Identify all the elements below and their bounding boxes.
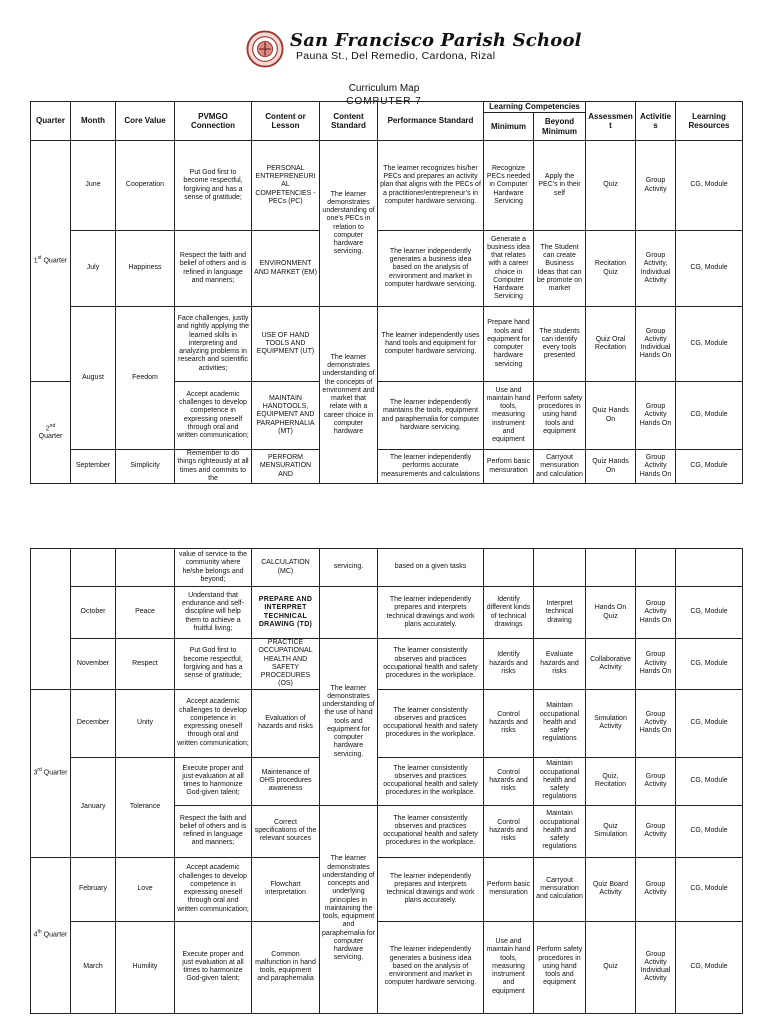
beyond-cell: The students can identify every tools presented [534, 307, 586, 382]
table-row-continued [31, 549, 743, 587]
content-cell: Flowchart interpretation [252, 857, 320, 921]
activities-cell: Group Activity Hands On [636, 587, 676, 639]
pvmgo-cell: Put God first to become respectful, forgiving and has a sense of gratitude; [175, 639, 252, 690]
activities-cell: Group Activity Individual Activity [636, 921, 676, 1013]
table-row [31, 689, 743, 757]
core-value-cell: Tolerance [116, 757, 175, 857]
performance-standard-cell: The learner independently prepares and interprets technical drawings and work plans accurately. [378, 857, 484, 921]
beyond-cell: Apply the PEC’s in their self [534, 141, 586, 231]
header-content-standard: Content Standard [320, 102, 378, 141]
assessment-cell: Quiz Board Activity [586, 857, 636, 921]
performance-standard-cell: The learner consistently observes and practices occupational health and safety procedures in the workplace. [378, 639, 484, 690]
table-row [31, 231, 743, 307]
pvmgo-cell: Accept academic challenges to develop competence in expressing oneself through oral and written communication; [175, 857, 252, 921]
curriculum-table-page-2 [30, 548, 743, 1014]
document-page-2 [0, 546, 768, 1024]
activities-cell: Group Activity [636, 857, 676, 921]
resources-cell: CG, Module [676, 639, 743, 690]
curriculum-table-page-1 [30, 101, 743, 484]
beyond-cell: The Student can create Business Ideas that can be promote on market [534, 231, 586, 307]
header-content: Content or Lesson [252, 102, 320, 141]
pvmgo-cell: Remember to do things righteously at all times and commits to the [175, 450, 252, 484]
activities-cell: Group Activity Individual Hands On [636, 307, 676, 382]
resources-cell: CG, Module [676, 450, 743, 484]
performance-standard-cell: The learner independently maintains the tools, equipment and paraphernalia for computer hardware servicing. [378, 382, 484, 450]
resources-cell: CG, Module [676, 231, 743, 307]
minimum-cell: Use and maintain hand tools, measuring instrument and equipment [484, 921, 534, 1013]
resources-cell [676, 549, 743, 587]
activities-cell: Group Activity Hands On [636, 450, 676, 484]
month-cell: July [71, 231, 116, 307]
table-row [31, 639, 743, 690]
assessment-cell [586, 549, 636, 587]
performance-standard-cell: The learner consistently observes and practices occupational health and safety procedures in the workplace. [378, 689, 484, 757]
resources-cell: CG, Module [676, 141, 743, 231]
assessment-cell: Quiz Hands On [586, 382, 636, 450]
minimum-cell: Use and maintain hand tools, measuring instrument and equipment [484, 382, 534, 450]
activities-cell: Group Activity Hands On [636, 689, 676, 757]
minimum-cell: Generate a business idea that relates with a career choice in Computer Hardware Servicing [484, 231, 534, 307]
content-cell: MAINTAIN HANDTOOLS, EQUIPMENT AND PARAPHERNALIA (MT) [252, 382, 320, 450]
beyond-cell: Evaluate hazards and risks [534, 639, 586, 690]
performance-standard-cell: The learner consistently observes and practices occupational health and safety procedures in the workplace. [378, 757, 484, 805]
header-resources: Learning Resources [676, 102, 743, 141]
quarter-label: 2nd Quarter [31, 382, 71, 484]
core-value-cell: Simplicity [116, 450, 175, 484]
beyond-cell: Carryout mensuration and calculation [534, 450, 586, 484]
performance-standard-cell: The learner independently generates a business idea based on the analysis of environment and market in computer hardware servicing. [378, 231, 484, 307]
beyond-cell: Maintain occupational health and safety regulations [534, 805, 586, 857]
content-cell: PRACTICE OCCUPATIONAL HEALTH AND SAFETY PROCEDURES (OS) [252, 639, 320, 690]
beyond-cell: Maintain occupational health and safety regulations [534, 689, 586, 757]
pvmgo-cell: Respect the faith and belief of others and is refined in language and manners; [175, 231, 252, 307]
activities-cell: Group Activity [636, 141, 676, 231]
assessment-cell: Quiz Simulation [586, 805, 636, 857]
minimum-cell: Control hazards and risks [484, 805, 534, 857]
content-cell: Correct specifications of the relevant sources [252, 805, 320, 857]
assessment-cell: Collaborative Activity [586, 639, 636, 690]
month-cell: June [71, 141, 116, 231]
pvmgo-cell: Put God first to become respectful, forgiving and has a sense of gratitude; [175, 141, 252, 231]
performance-standard-cell: based on a given tasks [378, 549, 484, 587]
resources-cell: CG, Module [676, 307, 743, 382]
content-cell: PREPARE AND INTERPRET TECHNICAL DRAWING (TD) [252, 587, 320, 639]
beyond-cell: Interpret technical drawing [534, 587, 586, 639]
content-cell: PERSONAL ENTREPRENEURIAL COMPETENCIES - PECs (PC) [252, 141, 320, 231]
resources-cell: CG, Module [676, 587, 743, 639]
performance-standard-cell: The learner consistently observes and practices occupational health and safety procedures in the workplace. [378, 805, 484, 857]
minimum-cell: Control hazards and risks [484, 757, 534, 805]
month-cell: February [71, 857, 116, 921]
page-gap [0, 484, 768, 546]
document-page-1 [0, 0, 768, 484]
performance-standard-cell: The learner independently generates a business idea based on the analysis of environment and market in computer hardware servicing. [378, 921, 484, 1013]
pvmgo-cell: Understand that endurance and self-discipline will help them to achieve a fruitful living; [175, 587, 252, 639]
assessment-cell: Quiz, Recitation [586, 757, 636, 805]
core-value-cell: Humility [116, 921, 175, 1013]
activities-cell: Group Activity, Individual Activity [636, 231, 676, 307]
table-row [31, 921, 743, 1013]
assessment-cell: Quiz [586, 141, 636, 231]
pvmgo-cell: Respect the faith and belief of others and is refined in language and manners; [175, 805, 252, 857]
header-beyond-minimum: Beyond Minimum [534, 113, 586, 141]
assessment-cell: Simulation Activity [586, 689, 636, 757]
content-cell: Evaluation of hazards and risks [252, 689, 320, 757]
core-value-cell: Love [116, 857, 175, 921]
header-month: Month [71, 102, 116, 141]
activities-cell: Group Activity [636, 757, 676, 805]
content-standard-cell: The learner demonstrates understanding of the use of hand tools and equipment for computer hardware servicing. [320, 639, 378, 806]
content-cell: Maintenance of OHS procedures awareness [252, 757, 320, 805]
school-name: San Francisco Parish School [290, 30, 582, 51]
beyond-cell: Maintain occupational health and safety regulations [534, 757, 586, 805]
pvmgo-cell: Face challenges, justly and rightly applying the learned skills in interpreting and analyzing problems in research and scientific activities; [175, 307, 252, 382]
core-value-cell: Unity [116, 689, 175, 757]
activities-cell [636, 549, 676, 587]
activities-cell: Group Activity Hands On [636, 639, 676, 690]
month-cell: January [71, 757, 116, 857]
activities-cell: Group Activity Hands On [636, 382, 676, 450]
pvmgo-cell: value of service to the community where he/she belongs and beyond; [175, 549, 252, 587]
table-row [31, 141, 743, 231]
core-value-cell: Cooperation [116, 141, 175, 231]
month-cell: October [71, 587, 116, 639]
minimum-cell: Identify different kinds of technical drawings [484, 587, 534, 639]
performance-standard-cell: The learner recognizes his/her PECs and prepares an activity plan that aligns with the PECs of a practitioner/entrepreneur’s in computer hardware servicing. [378, 141, 484, 231]
content-standard-cell: The learner demonstrates understanding of concepts and underlying principles in maintaining the tools, equipment and paraphernalia for computer hardware servicing. [320, 805, 378, 1013]
performance-standard-cell: The learner independently performs accurate measurements and calculations [378, 450, 484, 484]
content-cell: Common malfunction in hand tools, equipment and paraphernalia [252, 921, 320, 1013]
core-value-cell: Happiness [116, 231, 175, 307]
month-cell [71, 549, 116, 587]
content-cell: ENVIRONMENT AND MARKET (EM) [252, 231, 320, 307]
beyond-cell: Perform safety procedures in using hand tools and equipment [534, 382, 586, 450]
header-minimum: Minimum [484, 113, 534, 141]
minimum-cell: Identify hazards and risks [484, 639, 534, 690]
table-row [31, 757, 743, 805]
quarter-label-empty [31, 549, 71, 690]
quarter-label: 4th Quarter [31, 857, 71, 1013]
core-value-cell: Feedom [116, 307, 175, 450]
pvmgo-cell: Execute proper and just evaluation at all times to harmonize God-given talent; [175, 757, 252, 805]
document-subject: COMPUTER 7 [346, 96, 422, 107]
header-performance-standard: Performance Standard [378, 102, 484, 141]
assessment-cell: Quiz Hands On [586, 450, 636, 484]
performance-standard-cell: The learner independently prepares and interprets technical drawings and work plans accurately. [378, 587, 484, 639]
resources-cell: CG, Module [676, 382, 743, 450]
header-learning-competencies: Learning Competencies [484, 102, 586, 113]
table-row [31, 307, 743, 382]
minimum-cell: Recognize PECs needed in Computer Hardware Servicing [484, 141, 534, 231]
minimum-cell: Perform basic mensuration [484, 450, 534, 484]
assessment-cell: Quiz [586, 921, 636, 1013]
pvmgo-cell: Accept academic challenges to develop competence in expressing oneself through oral and written communication; [175, 689, 252, 757]
content-standard-cell: The learner demonstrates understanding of the concepts of environment and market that relate with a career choice in computer hardware [320, 307, 378, 484]
content-cell: PERFORM MENSURATION AND [252, 450, 320, 484]
minimum-cell: Perform basic mensuration [484, 857, 534, 921]
resources-cell: CG, Module [676, 805, 743, 857]
table-row [31, 587, 743, 639]
beyond-cell [534, 549, 586, 587]
core-value-cell: Peace [116, 587, 175, 639]
quarter-label: 1st Quarter [31, 141, 71, 382]
content-cell: USE OF HAND TOOLS AND EQUIPMENT (UT) [252, 307, 320, 382]
header-core-value: Core Value [116, 102, 175, 141]
activities-cell: Group Activity [636, 805, 676, 857]
core-value-cell [116, 549, 175, 587]
header-assessment: Assessment [586, 102, 636, 141]
minimum-cell: Control hazards and risks [484, 689, 534, 757]
header-quarter: Quarter [31, 102, 71, 141]
beyond-cell: Perform safety procedures in using hand tools and equipment [534, 921, 586, 1013]
performance-standard-cell: The learner independently uses hand tools and equipment for computer hardware servicing. [378, 307, 484, 382]
resources-cell: CG, Module [676, 689, 743, 757]
month-cell: March [71, 921, 116, 1013]
school-seal-icon [246, 30, 284, 68]
table-row [31, 450, 743, 484]
assessment-cell: Hands On Quiz [586, 587, 636, 639]
resources-cell: CG, Module [676, 757, 743, 805]
core-value-cell: Respect [116, 639, 175, 690]
school-address: Pauna St., Del Remedio, Cardona, Rizal [296, 50, 496, 62]
pvmgo-cell: Execute proper and just evaluation at all times to harmonize God-given talent; [175, 921, 252, 1013]
header-activities: Activities [636, 102, 676, 141]
content-cell: CALCULATION (MC) [252, 549, 320, 587]
content-standard-cell: servicing. [320, 549, 378, 587]
resources-cell: CG, Module [676, 857, 743, 921]
beyond-cell: Carryout mensuration and calculation [534, 857, 586, 921]
content-standard-cell [320, 587, 378, 639]
month-cell: December [71, 689, 116, 757]
document-title: Curriculum Map [348, 83, 420, 94]
header-pvmgo: PVMGO Connection [175, 102, 252, 141]
minimum-cell [484, 549, 534, 587]
resources-cell: CG, Module [676, 921, 743, 1013]
quarter-label: 3rd Quarter [31, 689, 71, 857]
assessment-cell: Recitation Quiz [586, 231, 636, 307]
table-row [31, 857, 743, 921]
month-cell: September [71, 450, 116, 484]
month-cell: August [71, 307, 116, 450]
minimum-cell: Prepare hand tools and equipment for computer hardware servicing [484, 307, 534, 382]
content-standard-cell: The learner demonstrates understanding of one’s PECs in relation to computer hardware servicing. [320, 141, 378, 307]
assessment-cell: Quiz Oral Recitation [586, 307, 636, 382]
month-cell: November [71, 639, 116, 690]
pvmgo-cell: Accept academic challenges to develop competence in expressing oneself through oral and written communication; [175, 382, 252, 450]
